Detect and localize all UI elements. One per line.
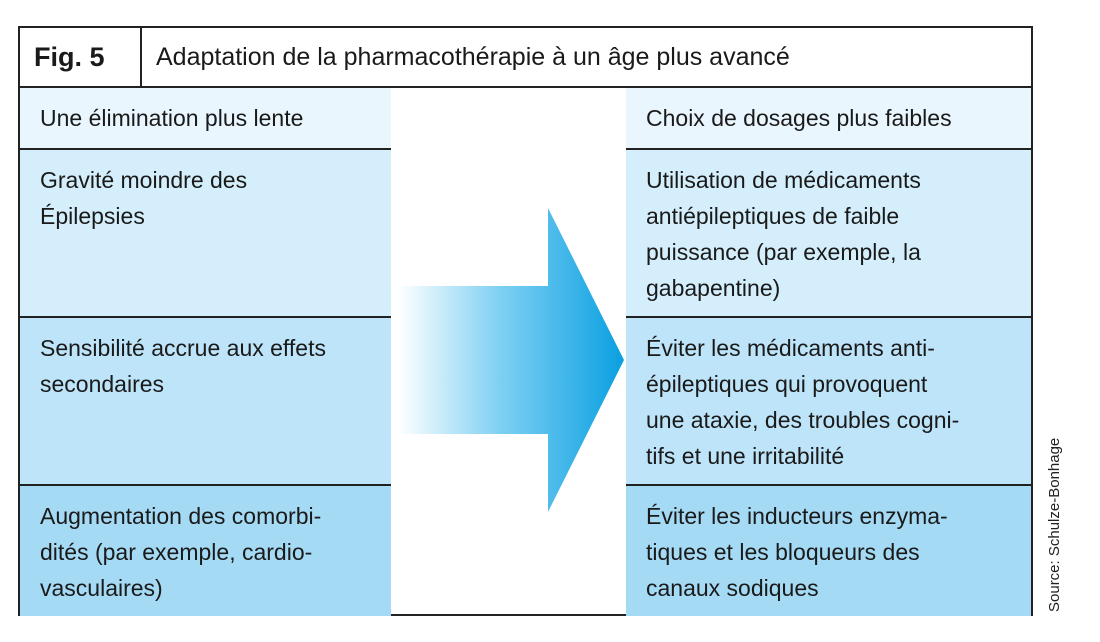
source-credit: Source: Schulze-Bonhage xyxy=(1046,437,1063,612)
right-cell-low-potency xyxy=(626,150,1031,318)
right-cell-line: antiépileptiques de faible xyxy=(646,203,900,229)
right-cell-line: Utilisation de médicaments xyxy=(646,167,921,193)
left-cell-line: vasculaires) xyxy=(40,575,163,601)
right-cell-line: puissance (par exemple, la xyxy=(646,239,921,265)
right-cell-line: épileptiques qui provoquent xyxy=(646,371,928,397)
arrow-right-icon xyxy=(398,208,624,512)
left-cell-line: secondaires xyxy=(40,371,165,397)
left-cell-line: dités (par exemple, cardio- xyxy=(40,539,313,565)
left-cell-comorbidities xyxy=(20,486,391,616)
right-cell-line: gabapentine) xyxy=(646,275,781,301)
right-cell-line: une ataxie, des troubles cogni- xyxy=(646,407,960,433)
left-cell-line: Sensibilité accrue aux effets xyxy=(40,335,326,361)
left-cell-line: Épilepsies xyxy=(40,203,145,229)
right-cell-line: Éviter les inducteurs enzyma- xyxy=(646,503,948,529)
right-cell-lower-doses xyxy=(626,88,1031,150)
left-cell-sensitivity xyxy=(20,318,391,486)
right-cell-line: canaux sodiques xyxy=(646,575,819,601)
left-cell-line: Une élimination plus lente xyxy=(40,105,304,131)
left-cell-line: Gravité moindre des xyxy=(40,167,248,193)
left-cell-line: Augmentation des comorbi- xyxy=(40,503,322,529)
right-cell-line: tifs et une irritabilité xyxy=(646,443,845,469)
figure-header xyxy=(20,28,1031,88)
figure-title: Adaptation de la pharmacothérapie à un âge plus avancé xyxy=(156,43,790,71)
figure-label: Fig. 5 xyxy=(20,28,142,86)
left-cell-severity xyxy=(20,150,391,318)
right-cell-line: tiques et les bloqueurs des xyxy=(646,539,920,565)
right-cell-line: Éviter les médicaments anti- xyxy=(646,335,935,361)
left-cell-elimination xyxy=(20,88,391,150)
right-cell-line: Choix de dosages plus faibles xyxy=(646,105,952,131)
right-cell-avoid-inducers xyxy=(626,486,1031,616)
figure-box xyxy=(18,26,1033,616)
right-cell-avoid-ataxia xyxy=(626,318,1031,486)
